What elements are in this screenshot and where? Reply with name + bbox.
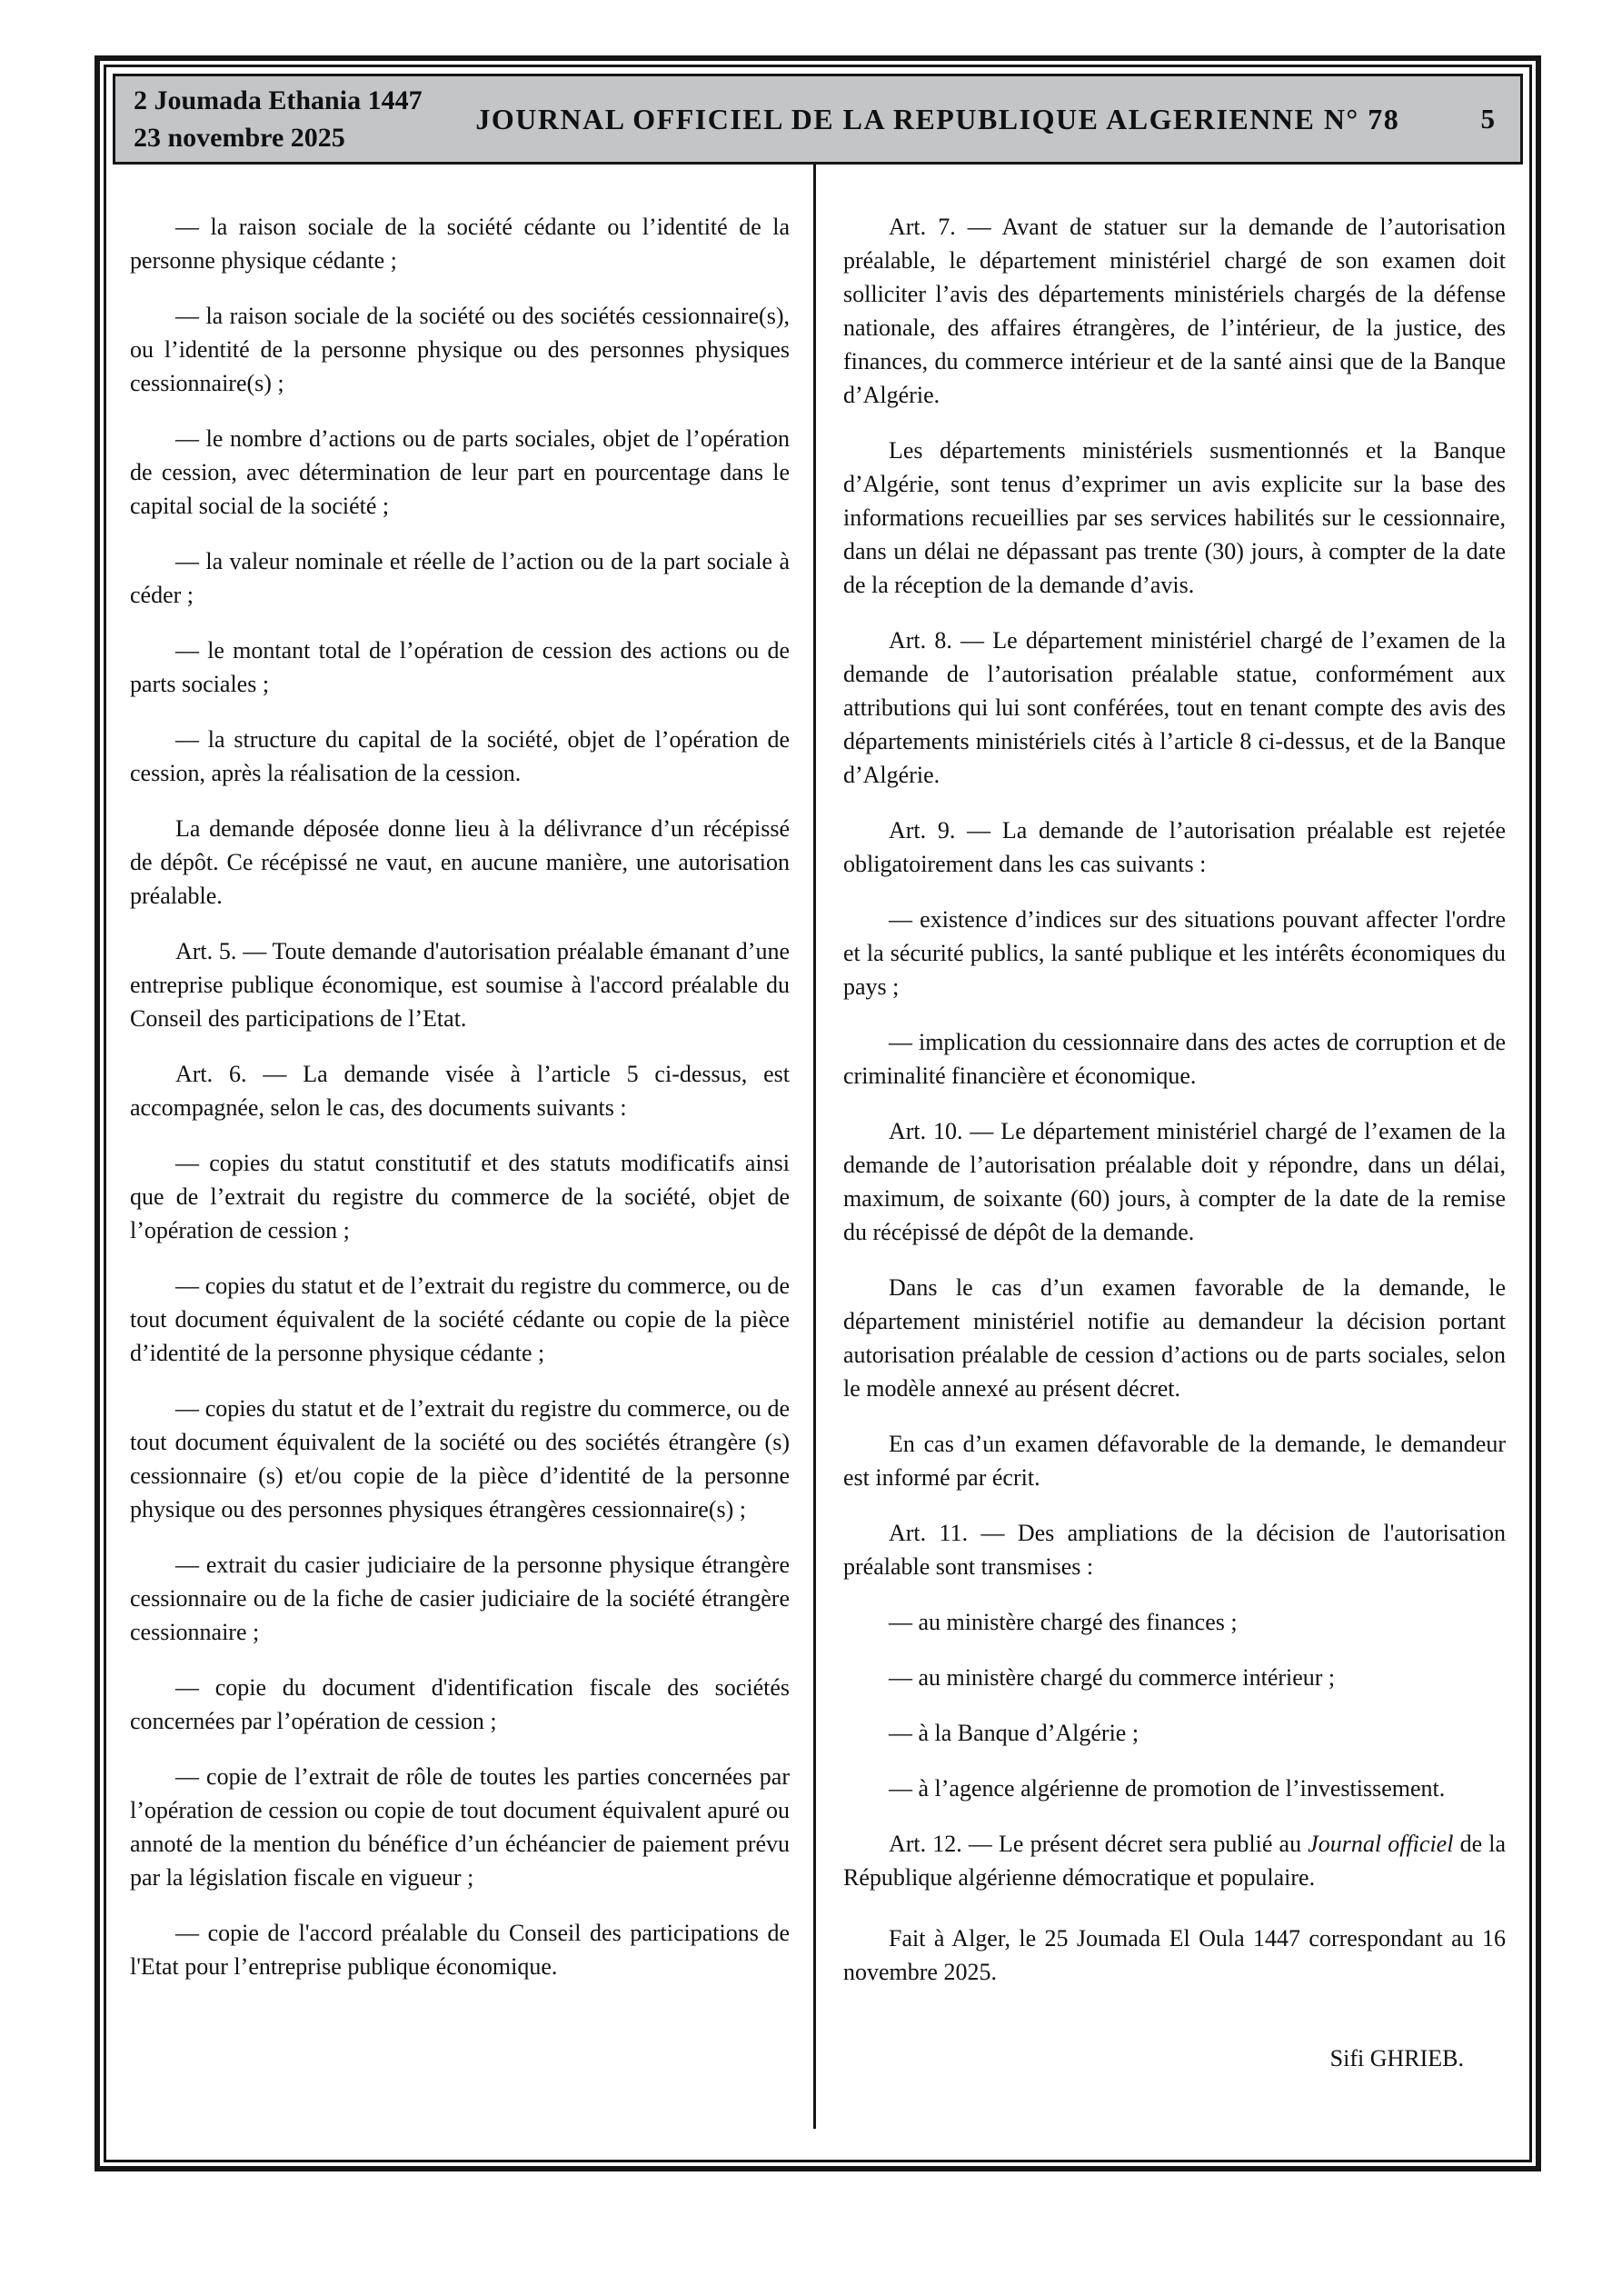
right-column [816, 165, 1529, 2160]
article-11: Art. 11. — Des ampliations de la décision de l'autorisation préalable sont transmises : [843, 1520, 1506, 1580]
page-inner-frame [104, 65, 1532, 2162]
article-10: Art. 10. — Le département ministériel chargé de l’examen de la demande de l’autorisation préalable doit y répondre, dans un délai, maximum, de soixante (60) jours, à compter de la date de la remise du récépissé de dépôt de la demande. [843, 1118, 1506, 1245]
page-number: 5 [1480, 103, 1495, 135]
article-9: Art. 9. — La demande de l’autorisation préalable est rejetée obligatoirement dans les cas suivants : [843, 817, 1506, 877]
list-item: — à la Banque d’Algérie ; [889, 1720, 1139, 1746]
list-item: — copies du statut et de l’extrait du registre du commerce, ou de tout document équivalent de la société ou des sociétés étrangère (s) cessionnaire (s) et/ou copie de la pièce d’identité de la personne physique ou des personnes physiques étrangères cessionnaire(s) ; [130, 1395, 790, 1522]
article-8: Art. 8. — Le département ministériel chargé de l’examen de la demande de l’autorisation préalable statue, conformément aux attributions qui lui sont conférées, tout en tenant compte des avis des départements ministériels cités à l’article 8 ci-dessus, et de la Banque d’Algérie. [843, 627, 1506, 788]
list-item: — existence d’indices sur des situations pouvant affecter l'ordre et la sécurité publics, la santé publique et les intérêts économiques du pays ; [843, 906, 1506, 1000]
journal-officiel-italic: Journal officiel [1308, 1831, 1454, 1857]
article-12-prefix: Art. 12. — Le présent décret sera publié au [889, 1831, 1309, 1857]
article-5: Art. 5. — Toute demande d'autorisation préalable émanant d’une entreprise publique économique, est soumise à l'accord préalable du Conseil des participations de l’Etat. [130, 938, 790, 1032]
list-item: — le nombre d’actions ou de parts sociales, objet de l’opération de cession, avec détermination de leur part en pourcentage dans le capital social de la société ; [130, 425, 790, 519]
list-item: — au ministère chargé des finances ; [889, 1609, 1238, 1635]
list-item: — la raison sociale de la société cédante ou l’identité de la personne physique cédante ; [130, 214, 790, 274]
hijri-date: 2 Joumada Ethania 1447 [134, 85, 423, 115]
header-dates [134, 82, 423, 156]
page-outer-frame [95, 55, 1541, 2171]
paragraph: En cas d’un examen défavorable de la demande, le demandeur est informé par écrit. [843, 1431, 1506, 1491]
list-item: — copie du document d'identification fiscale des sociétés concernées par l’opération de cession ; [130, 1674, 790, 1734]
paragraph: La demande déposée donne lieu à la délivrance d’un récépissé de dépôt. Ce récépissé ne vaut, en aucune manière, une autorisation préalable. [130, 815, 790, 909]
list-item: — copies du statut et de l’extrait du registre du commerce, ou de tout document équivalent de la société cédante ou copie de la pièce d’identité de la personne physique cédante ; [130, 1273, 790, 1366]
list-item: — la valeur nominale et réelle de l’action ou de la part sociale à céder ; [130, 548, 790, 608]
closing-date-line: Fait à Alger, le 25 Joumada El Oula 1447 correspondant au 16 novembre 2025. [843, 1925, 1506, 1985]
article-12-suffix: de la République algérienne démocratique et populaire. [843, 1831, 1506, 1891]
page-header [113, 74, 1523, 165]
list-item: — copie de l’extrait de rôle de toutes les parties concernées par l’opération de cession ou copie de tout document équivalent apuré ou annoté de la mention du bénéfice d’un échéancier de paiement prévu par la législation fiscale en vigueur ; [130, 1763, 790, 1891]
list-item: — à l’agence algérienne de promotion de l’investissement. [889, 1775, 1446, 1802]
paragraph: Les départements ministériels susmentionnés et la Banque d’Algérie, sont tenus d’exprimer un avis explicite sur la base des informations recueillies par ses services habilités sur le cessionnaire, dans un délai ne dépassant pas trente (30) jours, à compter de la date de la réception de la demande d’avis. [843, 437, 1506, 598]
list-item: — la raison sociale de la société ou des sociétés cessionnaire(s), ou l’identité de la personne physique ou des personnes physiques cessionnaire(s) ; [130, 303, 790, 396]
content-columns [106, 165, 1529, 2160]
list-item: — au ministère chargé du commerce intérieur ; [889, 1664, 1336, 1691]
journal-title: JOURNAL OFFICIEL DE LA REPUBLIQUE ALGERIENNE N° 78 [475, 102, 1400, 135]
list-item: — le montant total de l’opération de cession des actions ou de parts sociales ; [130, 637, 790, 697]
list-item: — implication du cessionnaire dans des actes de corruption et de criminalité financière et économique. [843, 1029, 1506, 1089]
left-column [106, 165, 813, 2160]
list-item: — copies du statut constitutif et des statuts modificatifs ainsi que de l’extrait du registre du commerce de la société, objet de l’opération de cession ; [130, 1150, 790, 1243]
article-7: Art. 7. — Avant de statuer sur la demande de l’autorisation préalable, le département ministériel chargé de son examen doit solliciter l’avis des départements ministériels chargés de la défense nationale, des affaires étrangères, de l’intérieur, de la justice, des finances, du commerce intérieur et de la santé ainsi que de la Banque d’Algérie. [843, 214, 1506, 408]
list-item: — extrait du casier judiciaire de la personne physique étrangère cessionnaire ou de la fiche de casier judiciaire de la société étrangère cessionnaire ; [130, 1552, 790, 1645]
list-item: — copie de l'accord préalable du Conseil des participations de l'Etat pour l’entreprise publique économique. [130, 1920, 790, 1980]
article-12 [843, 1827, 1506, 1894]
paragraph: Dans le cas d’un examen favorable de la demande, le département ministériel notifie au demandeur la décision portant autorisation préalable de cession d’actions ou de parts sociales, selon le modèle annexé au présent décret. [843, 1274, 1506, 1402]
list-item: — la structure du capital de la société, objet de l’opération de cession, après la réalisation de la cession. [130, 726, 790, 786]
gregorian-date: 23 novembre 2025 [134, 123, 345, 153]
signature: Sifi GHRIEB. [1329, 2045, 1464, 2071]
article-6: Art. 6. — La demande visée à l’article 5 ci-dessus, est accompagnée, selon le cas, des documents suivants : [130, 1061, 790, 1121]
